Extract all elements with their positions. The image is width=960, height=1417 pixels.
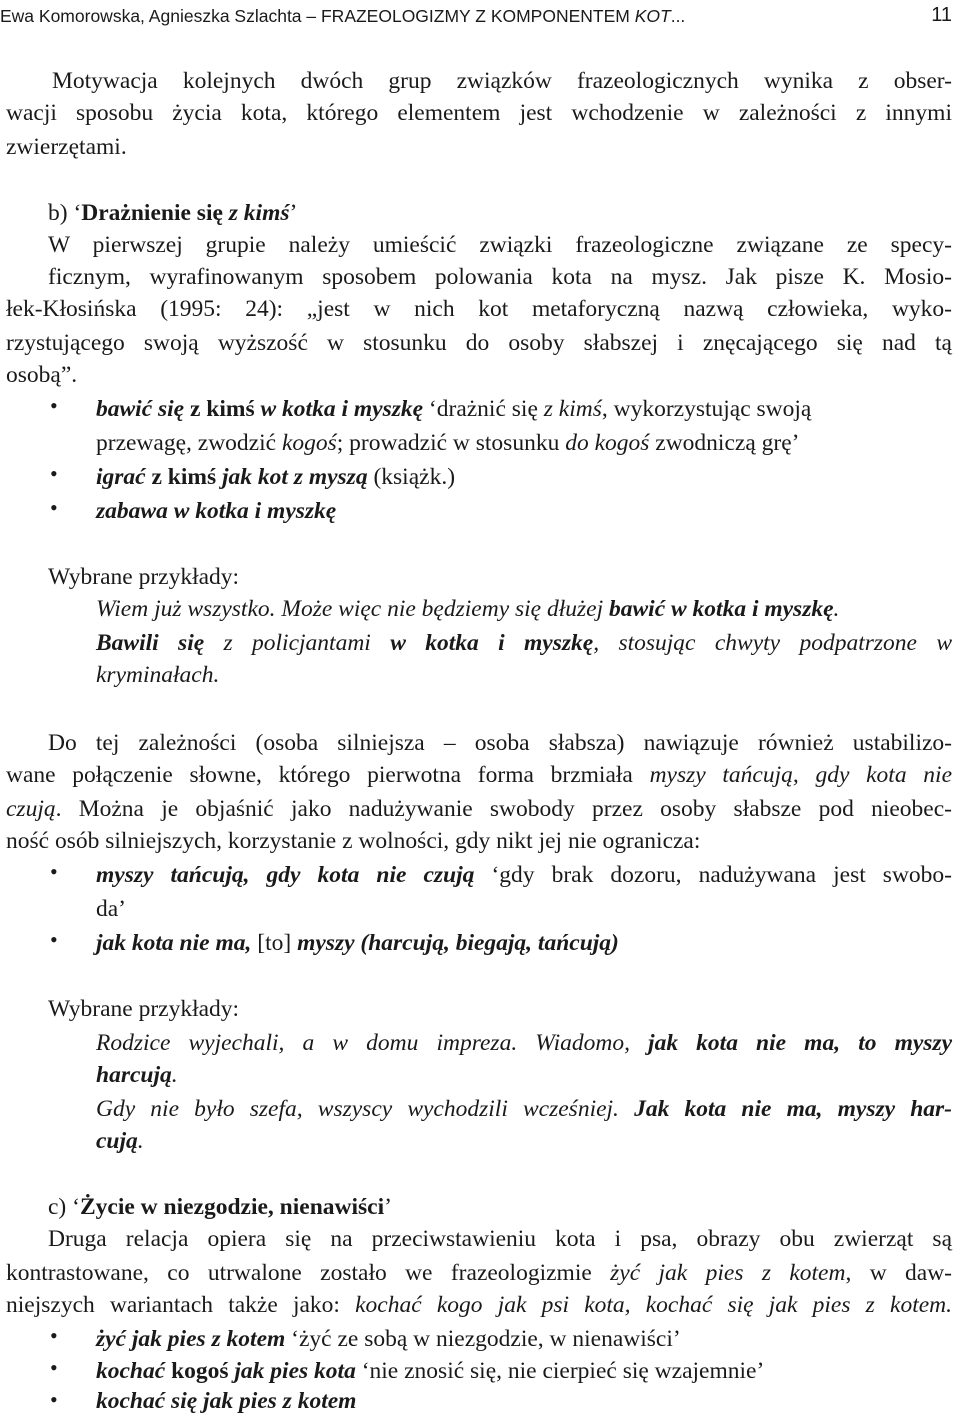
paragraph-line: czują. Można je objaśnić jako nadużywanie swobody przez osoby słabsze pod nieobec- bbox=[6, 796, 952, 822]
example-line: Bawili się z policjantami w kotka i myszkę, stosując chwyty podpatrzone w bbox=[96, 630, 952, 656]
paragraph-line: ficznym, wyrafinowanym sposobem polowania kota na mysz. Jak pisze K. Mosio- bbox=[48, 264, 952, 290]
bullet-icon: • bbox=[50, 1387, 58, 1412]
list-item-continuation: da’ bbox=[96, 896, 127, 922]
paragraph-line: wacji sposobu życia kota, którego elementem jest wchodzenie w zależności z innymi bbox=[6, 100, 952, 126]
list-item: kochać się jak pies z kotem bbox=[96, 1388, 357, 1414]
example-line: Wiem już wszystko. Może więc nie będziemy się dłużej bawić w kotka i myszkę. bbox=[96, 596, 840, 622]
section-heading-c: c) ‘Życie w niezgodzie, nienawiści’ bbox=[48, 1194, 392, 1220]
example-line: harcują. bbox=[96, 1062, 178, 1088]
paragraph-line: niejszych wariantach także jako: kochać kogo jak psi kota, kochać się jak pies z kotem. bbox=[6, 1292, 952, 1318]
list-item: igrać z kimś jak kot z myszą (książk.) bbox=[96, 464, 456, 490]
bullet-icon: • bbox=[50, 1355, 58, 1380]
paragraph-line: W pierwszej grupie należy umieścić związki frazeologiczne związane ze specy- bbox=[48, 232, 952, 258]
running-header bbox=[0, 4, 952, 32]
bullet-icon: • bbox=[50, 1323, 58, 1348]
paragraph-line: kontrastowane, co utrwalone zostało we frazeologizmie żyć jak pies z kotem, w daw- bbox=[6, 1260, 953, 1286]
example-line: Gdy nie było szefa, wszyscy wychodzili wcześniej. Jak kota nie ma, myszy har- bbox=[96, 1096, 952, 1122]
list-item: żyć jak pies z kotem ‘żyć ze sobą w niezgodzie, w nienawiści’ bbox=[96, 1326, 681, 1352]
list-item: myszy tańcują, gdy kota nie czują ‘gdy brak dozoru, nadużywana jest swobo- bbox=[96, 862, 952, 888]
paragraph-line: Motywacja kolejnych dwóch grup związków frazeologicznych wynika z obser- bbox=[52, 68, 952, 94]
list-item: jak kota nie ma, [to] myszy (harcują, biegają, tańcują) bbox=[96, 930, 619, 956]
bullet-icon: • bbox=[50, 393, 58, 418]
example-line: cują. bbox=[96, 1128, 144, 1154]
list-item-continuation: przewagę, zwodzić kogoś; prowadzić w stosunku do kogoś zwodniczą grę’ bbox=[96, 430, 800, 456]
page-number: 11 bbox=[931, 4, 952, 26]
paragraph-line: rzystującego swoją wyższość w stosunku do osoby słabszej i znęcającego się nad tą bbox=[6, 330, 952, 356]
running-title: Ewa Komorowska, Agnieszka Szlachta – FRAZEOLOGIZMY Z KOMPONENTEM KOT... bbox=[0, 6, 686, 26]
bullet-icon: • bbox=[50, 495, 58, 520]
paragraph-line: Druga relacja opiera się na przeciwstawieniu kota i psa, obrazy obu zwierząt są bbox=[48, 1226, 952, 1252]
examples-label: Wybrane przykłady: bbox=[48, 564, 240, 590]
paragraph-line: Do tej zależności (osoba silniejsza – osoba słabsza) nawiązuje również ustabilizo- bbox=[48, 730, 952, 756]
example-line: kryminałach. bbox=[96, 662, 220, 688]
section-heading-b: b) ‘Drażnienie się z kimś’ bbox=[48, 200, 298, 226]
list-item: zabawa w kotka i myszkę bbox=[96, 498, 337, 524]
paragraph-line: ność osób silniejszych, korzystanie z wolności, gdy nikt jej nie ogranicza: bbox=[6, 828, 701, 854]
list-item: bawić się z kimś w kotka i myszkę ‘drażnić się z kimś, wykorzystując swoją bbox=[96, 396, 812, 422]
paragraph-line: osobą”. bbox=[6, 362, 78, 388]
examples-label: Wybrane przykłady: bbox=[48, 996, 240, 1022]
bullet-icon: • bbox=[50, 927, 58, 952]
paragraph-line: zwierzętami. bbox=[6, 134, 127, 160]
example-line: Rodzice wyjechali, a w domu impreza. Wiadomo, jak kota nie ma, to myszy bbox=[96, 1030, 952, 1056]
paragraph-line: łek-Kłosińska (1995: 24): „jest w nich kot metaforyczną nazwą człowieka, wyko- bbox=[6, 296, 952, 322]
bullet-icon: • bbox=[50, 859, 58, 884]
list-item: kochać kogoś jak pies kota ‘nie znosić się, nie cierpieć się wzajemnie’ bbox=[96, 1358, 765, 1384]
paragraph-line: wane połączenie słowne, którego pierwotna forma brzmiała myszy tańcują, gdy kota nie bbox=[6, 762, 953, 788]
bullet-icon: • bbox=[50, 461, 58, 486]
